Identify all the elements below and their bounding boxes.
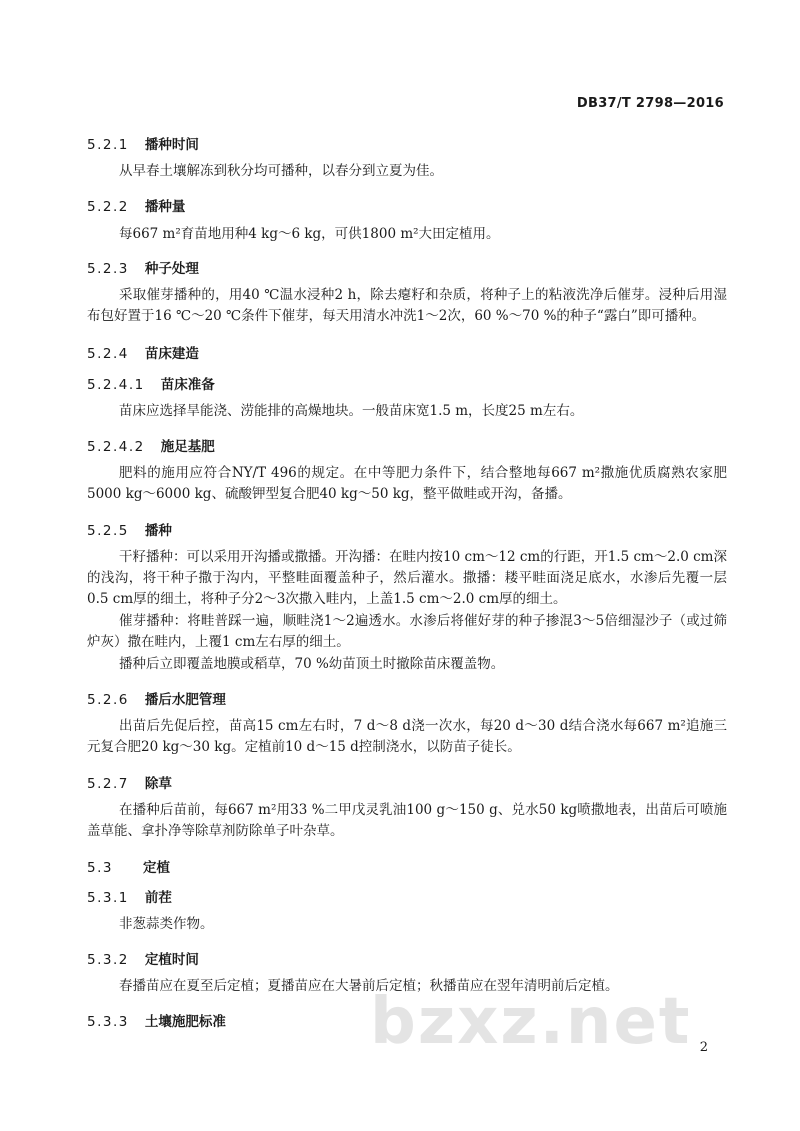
section-heading-5-2-1 <box>87 133 199 153</box>
section-number: 5.2.4.2 <box>87 439 145 455</box>
section-title: 播种量 <box>144 199 186 215</box>
section-heading-5-2-4-1 <box>87 373 215 393</box>
section-number: 5.2.4 <box>87 346 129 362</box>
section-heading-5-2-2 <box>87 195 185 215</box>
section-heading-5-3-1 <box>87 886 172 906</box>
section-heading-5-3-3 <box>87 1010 226 1030</box>
section-heading-5-2-3 <box>87 257 199 277</box>
section-title: 种子处理 <box>144 261 199 277</box>
section-heading-5-2-6 <box>87 688 226 708</box>
section-title: 苗床建造 <box>144 346 199 362</box>
section-number: 5.2.1 <box>87 137 129 153</box>
paragraph-weeding: 在播种后苗前，每667 m²用33 %二甲戊灵乳油100 g～150 g、兑水50 kg喷撒地表，出苗后可喷施盖草能、拿扑净等除草剂防除单子叶杂草。 <box>87 802 727 839</box>
section-heading-5-3-2 <box>87 948 199 968</box>
section-heading-5-2-5 <box>87 519 172 539</box>
watermark: bzxz.net <box>370 985 692 1059</box>
paragraph-germinated-sowing: 催芽播种：将畦普踩一遍，顺畦浇1～2遍透水。水渗后将催好芽的种子掺混3～5倍细湿沙子（或过筛炉灰）撒在畦内，上覆1 cm左右厚的细土。 <box>87 613 727 650</box>
section-number: 5.2.2 <box>87 199 129 215</box>
section-heading-5-2-7 <box>87 772 172 792</box>
section-title: 苗床准备 <box>160 377 215 393</box>
section-number: 5.2.3 <box>87 261 129 277</box>
page-number: 2 <box>699 1040 708 1055</box>
section-number: 5.3.2 <box>87 952 129 968</box>
paragraph-base-fertilizer: 肥料的施用应符合NY/T 496的规定。在中等肥力条件下，结合整地每667 m²撒施优质腐熟农家肥5000 kg～6000 kg、硫酸钾型复合肥40 kg～50 kg，整平做畦或开沟，备播。 <box>87 465 727 502</box>
paragraph-dry-seed-sowing: 干籽播种：可以采用开沟播或撒播。开沟播：在畦内按10 cm～12 cm的行距，开1.5 cm～2.0 cm深的浅沟，将干种子撒于沟内，平整畦面覆盖种子，然后灌水。撒播：耧平畦面浇足底水，水渗后先覆一层0.5 cm厚的细土，将种子分2～3次撒入畦内，上盖1.5 cm～2.0 cm厚的细土。 <box>87 549 727 607</box>
section-title: 播种时间 <box>144 137 199 153</box>
section-heading-5-2-4 <box>87 342 199 362</box>
paragraph-sowing-time: 从早春土壤解冻到秋分均可播种，以春分到立夏为佳。 <box>119 163 443 179</box>
section-title: 播后水肥管理 <box>144 692 226 708</box>
section-title: 除草 <box>144 776 172 792</box>
section-number: 5.3.3 <box>87 1014 129 1030</box>
section-title: 前茬 <box>144 890 172 906</box>
section-title: 定植时间 <box>144 952 199 968</box>
section-heading-5-3 <box>87 856 170 876</box>
paragraph-water-fertilizer: 出苗后先促后控，苗高15 cm左右时，7 d～8 d浇一次水，每20 d～30 d结合浇水每667 m²追施三元复合肥20 kg～30 kg。定植前10 d～15 d控制浇水，以防苗子徒长。 <box>87 718 727 755</box>
section-number: 5.2.6 <box>87 692 129 708</box>
section-heading-5-2-4-2 <box>87 435 215 455</box>
paragraph-seedbed-prep: 苗床应选择旱能浇、涝能排的高燥地块。一般苗床宽1.5 m，长度25 m左右。 <box>119 403 584 419</box>
section-title: 施足基肥 <box>160 439 215 455</box>
section-number: 5.2.5 <box>87 523 129 539</box>
section-number: 5.3 <box>87 860 113 876</box>
section-number: 5.2.4.1 <box>87 377 145 393</box>
paragraph-seeding-rate: 每667 m²育苗地用种4 kg～6 kg，可供1800 m²大田定植用。 <box>119 226 500 242</box>
section-number: 5.3.1 <box>87 890 129 906</box>
standard-code: DB37/T 2798—2016 <box>576 96 724 111</box>
paragraph-previous-crop: 非葱蒜类作物。 <box>119 916 214 932</box>
paragraph-seed-treatment: 采取催芽播种的，用40 ℃温水浸种2 h，除去瘪籽和杂质，将种子上的粘液洗净后催芽。浸种后用湿布包好置于16 ℃～20 ℃条件下催芽，每天用清水冲洗1～2次，60 %～70 %的种子“露白”即可播种。 <box>87 287 727 324</box>
section-title: 土壤施肥标准 <box>144 1014 226 1030</box>
section-number: 5.2.7 <box>87 776 129 792</box>
paragraph-mulch-cover: 播种后立即覆盖地膜或稻草，70 %幼苗顶土时撤除苗床覆盖物。 <box>119 656 505 672</box>
section-title: 定植 <box>142 860 170 876</box>
paragraph-planting-time: 春播苗应在夏至后定植；夏播苗应在大暑前后定植；秋播苗应在翌年清明前后定植。 <box>119 978 619 994</box>
section-title: 播种 <box>144 523 172 539</box>
